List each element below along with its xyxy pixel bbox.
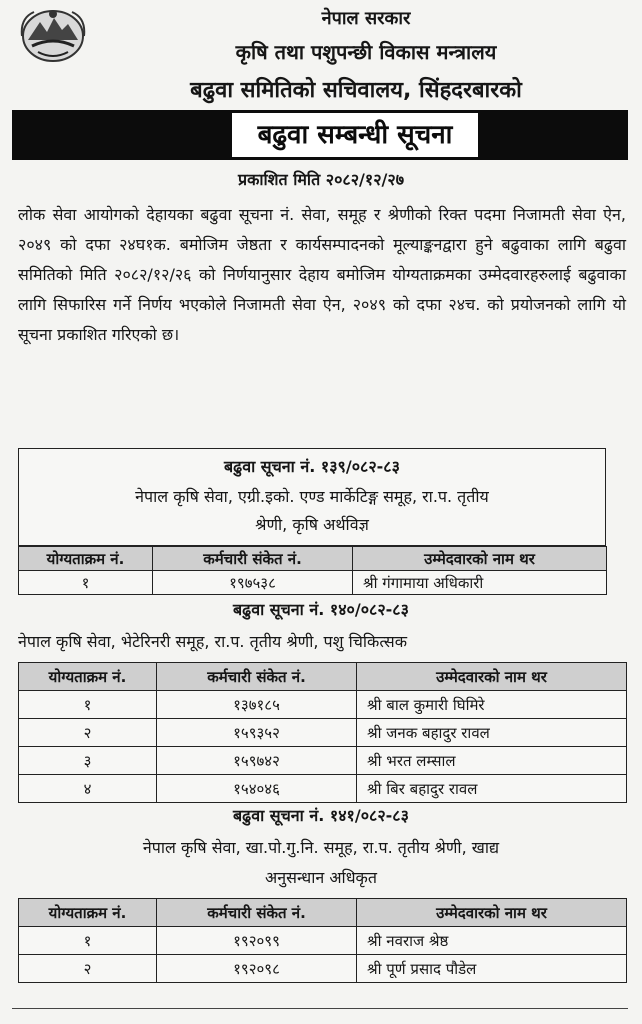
published-date: प्रकाशित मिति २०८२/१२/२७: [237, 170, 405, 189]
table-row: [19, 927, 627, 955]
name-cell: श्री नवराज श्रेष्ठ: [357, 927, 627, 955]
title-banner: [12, 110, 628, 160]
name-cell: श्री जनक बहादुर रावल: [357, 719, 627, 747]
page-title: बढुवा सम्बन्धी सूचना: [232, 113, 479, 157]
name-cell: श्री गंगामाया अधिकारी: [353, 571, 607, 595]
name-cell: श्री पूर्ण प्रसाद पौडेल: [357, 955, 627, 983]
notice-description: श्रेणी, कृषि अर्थविज्ञ: [255, 515, 369, 534]
notice-description: अनुसन्धान अधिकृत: [265, 868, 377, 887]
rank-cell: ३: [19, 747, 157, 775]
table-row: [19, 775, 627, 803]
bottom-divider: [12, 1008, 628, 1009]
header-ministry: कृषि तथा पशुपन्छी विकास मन्त्रालय: [235, 40, 497, 64]
candidate-table-139: [18, 546, 607, 595]
column-header-rank: योग्यताक्रम नं.: [19, 899, 157, 927]
table-row: [19, 719, 627, 747]
notice-number: बढुवा सूचना नं. १३९/०८२-८३: [224, 457, 400, 476]
notice-description: नेपाल कृषि सेवा, भेटेरिनरी समूह, रा.प. तृतीय श्रेणी, पशु चिकित्सक: [18, 632, 408, 651]
candidate-table-140: [18, 662, 627, 803]
notice-box-139: [18, 448, 606, 546]
column-header-rank: योग्यताक्रम नं.: [19, 547, 153, 571]
nepal-emblem-icon: [20, 6, 86, 64]
code-cell: १३७१८५: [157, 691, 357, 719]
table-row: [19, 691, 627, 719]
column-header-rank: योग्यताक्रम नं.: [19, 663, 157, 691]
notice-number: बढुवा सूचना नं. १४०/०८२-८३: [233, 600, 409, 619]
notice-paragraph: लोक सेवा आयोगको देहायका बढुवा सूचना नं. सेवा, समूह र श्रेणीको रिक्त पदमा निजामती सेवा ऐन, २०४९ को दफा २४घ१क. बमोजिम जेष्ठता र कार्यसम्पादनको मूल्याङ्कनद्वारा हुने बढुवाका लागि बढुवा समितिको मिति २०८२/१२/२६ को निर्णयानुसार देहाय बमोजिम योग्यताक्रमका उम्मेदवारहरुलाई बढुवाका लागि सिफारिस गर्ने निर्णय भएकोले निजामती सेवा ऐन, २०४९ को दफा २४च. को प्रयोजनको लागि यो सूचना प्रकाशित गरिएको छ।: [18, 205, 626, 344]
code-cell: १९२०९८: [157, 955, 357, 983]
column-header-code: कर्मचारी संकेत नं.: [157, 663, 357, 691]
code-cell: १९२०९९: [157, 927, 357, 955]
rank-cell: १: [19, 691, 157, 719]
code-cell: १९७५३८: [153, 571, 353, 595]
table-row: [19, 747, 627, 775]
header-secretariat: बढुवा समितिको सचिवालय, सिंहदरबारको: [190, 78, 522, 103]
notice-description: नेपाल कृषि सेवा, एग्री.इको. एण्ड मार्केटिङ्ग समूह, रा.प. तृतीय: [135, 487, 489, 506]
notice-number: बढुवा सूचना नं. १४१/०८२-८३: [233, 806, 409, 825]
header-government: नेपाल सरकार: [321, 8, 411, 29]
rank-cell: १: [19, 927, 157, 955]
column-header-name: उम्मेदवारको नाम थर: [357, 899, 627, 927]
name-cell: श्री बाल कुमारी घिमिरे: [357, 691, 627, 719]
code-cell: १५९३५२: [157, 719, 357, 747]
column-header-code: कर्मचारी संकेत नं.: [153, 547, 353, 571]
name-cell: श्री बिर बहादुर रावल: [357, 775, 627, 803]
column-header-code: कर्मचारी संकेत नं.: [157, 899, 357, 927]
table-row: [19, 955, 627, 983]
rank-cell: १: [19, 571, 153, 595]
rank-cell: २: [19, 719, 157, 747]
rank-cell: ४: [19, 775, 157, 803]
table-row: [19, 571, 607, 595]
code-cell: १५९७४२: [157, 747, 357, 775]
notice-description: नेपाल कृषि सेवा, खा.पो.गु.नि. समूह, रा.प. तृतीय श्रेणी, खाद्य: [142, 838, 500, 857]
name-cell: श्री भरत लम्साल: [357, 747, 627, 775]
rank-cell: २: [19, 955, 157, 983]
column-header-name: उम्मेदवारको नाम थर: [353, 547, 607, 571]
code-cell: १५४०४६: [157, 775, 357, 803]
column-header-name: उम्मेदवारको नाम थर: [357, 663, 627, 691]
candidate-table-141: [18, 898, 627, 983]
